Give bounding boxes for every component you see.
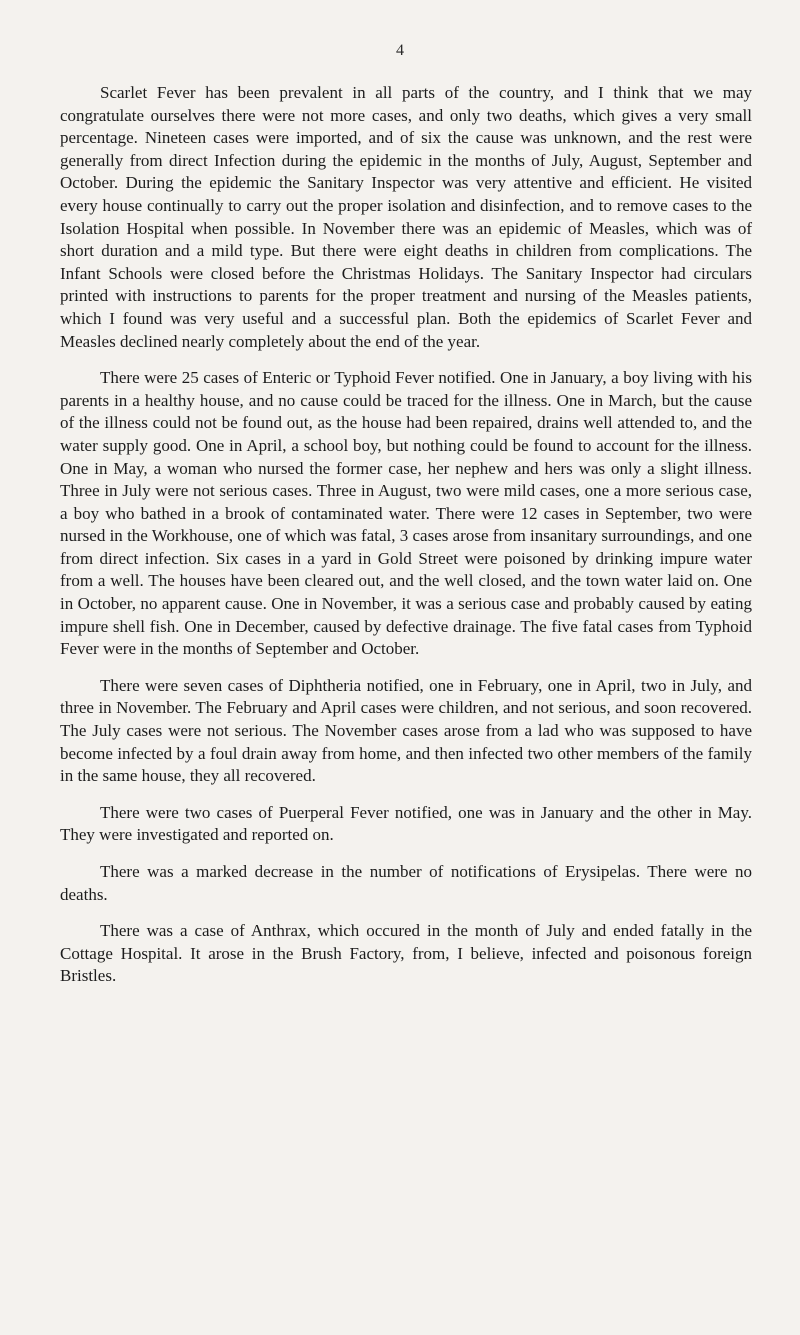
paragraph-puerperal-fever: There were two cases of Puerperal Fever notified, one was in January and the other in May. They were investigated and reported on. [60, 802, 752, 845]
paragraph-enteric-typhoid: There were 25 cases of Enteric or Typhoid Fever notified. One in January, a boy living with his parents in a healthy house, and no cause could be traced for the illness. One in March, but the cause of the illness could not be found out, as the house had been repaired, drains well attended to, and the water supply good. One in April, a school boy, but nothing could be found to account for the illness. One in May, a woman who nursed the former case, her nephew and hers was only a slight illness. Three in July were not serious cases. Three in August, two were mild cases, one a more serious case, a boy who bathed in a brook of contaminated water. There were 12 cases in September, two were nursed in the Workhouse, one of which was fatal, 3 cases arose from insanitary surroundings, and one from direct infection. Six cases in a yard in Gold Street were poisoned by drinking impure water from a well. The houses have been cleared out, and the well closed, and the town water laid on. One in October, no apparent cause. One in November, it was a serious case and probably caused by eating impure shell fish. One in December, caused by defective drainage. The five fatal cases from Typhoid Fever were in the months of September and October. [60, 368, 752, 659]
paragraph-scarlet-fever-measles: Scarlet Fever has been prevalent in all parts of the country, and I think that we may congratulate ourselves there were not more cases, and only two deaths, which gives a very small percentage. Nineteen cases were imported, and of six the cause was unknown, and the rest were generally from direct Infection during the epidemic in the months of July, August, September and October. During the epidemic the Sanitary Inspector was very attentive and efficient. He visited every house continually to carry out the proper isolation and disinfection, and to remove cases to the Isolation Hospital when possible. In November there was an epidemic of Measles, which was of short duration and a mild type. But there were eight deaths in children from complications. The Infant Schools were closed before the Christmas Holidays. The Sanitary Inspector had circulars printed with instructions to parents for the proper treatment and nursing of the Measles patients, which I found was very useful and a successful plan. Both the epidemics of Scarlet Fever and Measles declined nearly completely about the end of the year. [60, 83, 752, 351]
paragraph-diphtheria: There were seven cases of Diphtheria notified, one in February, one in April, two in July, and three in November. The February and April cases were children, and not serious, and soon recovered. The July cases were not serious. The November cases arose from a lad who was supposed to have become infected by a foul drain away from home, and then infected two other members of the family in the same house, they all recovered. [60, 675, 752, 786]
paragraph-anthrax: There was a case of Anthrax, which occured in the month of July and ended fatally in the Cottage Hospital. It arose in the Brush Factory, from, I believe, infected and poisonous foreign Bristles. [60, 921, 752, 986]
report-body [60, 82, 752, 1002]
page-number: 4 [396, 42, 404, 59]
paragraph-erysipelas: There was a marked decrease in the number of notifications of Erysipelas. There were no deaths. [60, 862, 752, 904]
